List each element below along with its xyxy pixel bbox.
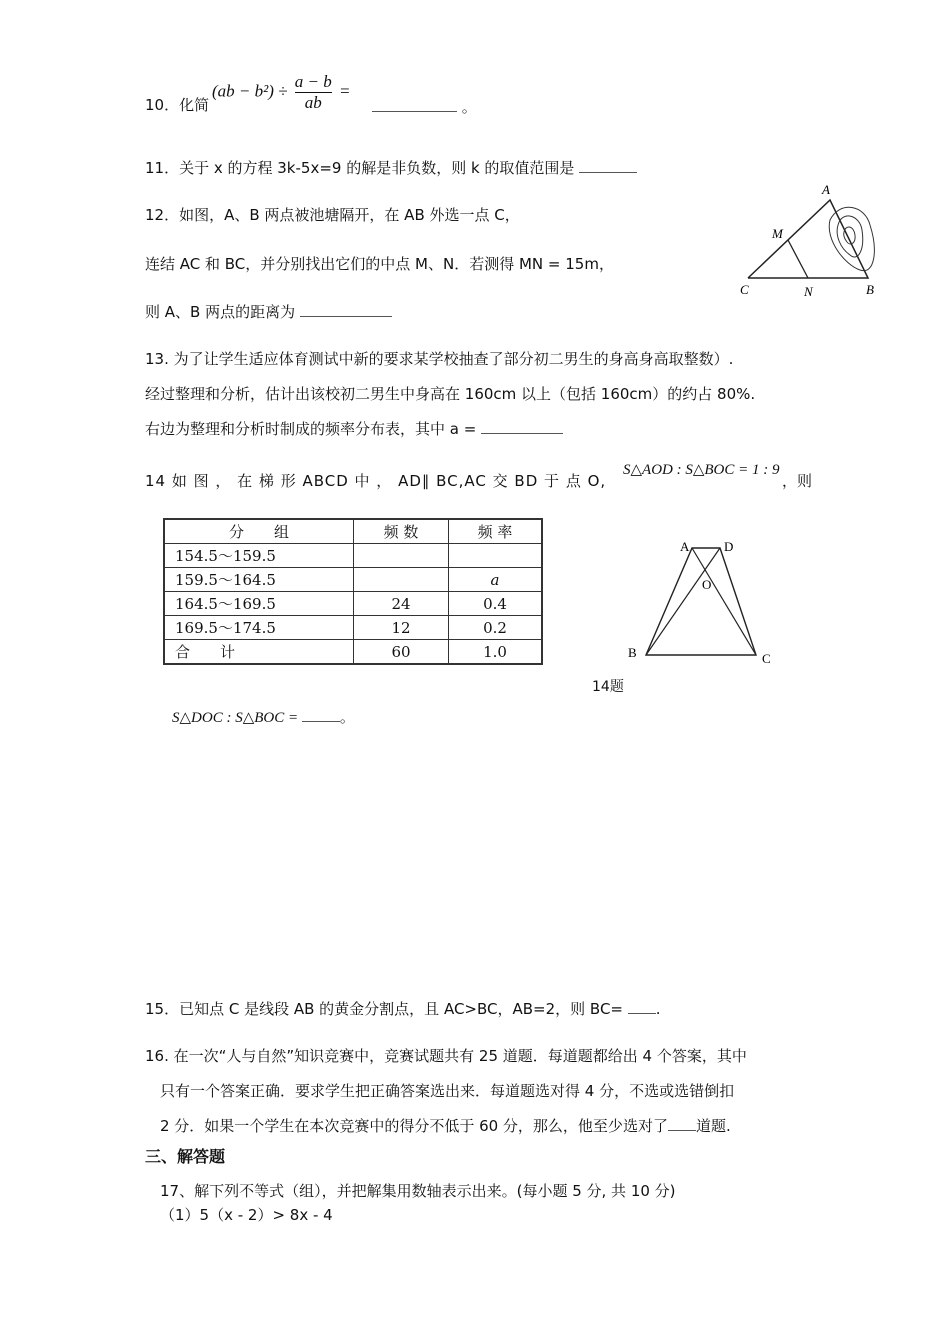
- cell: 24: [354, 592, 449, 616]
- table-row: [164, 568, 542, 592]
- q13-line3: [145, 418, 563, 439]
- q16-line2: 只有一个答案正确．要求学生把正确答案选出来．每道题选对得 4 分，不选或选错倒扣: [160, 1082, 735, 1100]
- q10-eq: =: [338, 81, 351, 101]
- q16-line3: [160, 1115, 731, 1136]
- label-b: B: [628, 645, 637, 660]
- cell: 合 计: [164, 640, 354, 665]
- label-m: M: [772, 226, 783, 241]
- figure-caption: 14题: [592, 679, 624, 695]
- table-header-row: [164, 519, 542, 544]
- q12-line3-text: 则 A、B 两点的距离为: [145, 303, 296, 321]
- table-row: [164, 592, 542, 616]
- cell: [449, 544, 543, 568]
- label-d: D: [724, 539, 734, 554]
- q14-answer: [172, 706, 355, 727]
- cell: a: [449, 568, 543, 592]
- cell: 1.0: [449, 640, 543, 665]
- label-b: B: [866, 282, 874, 297]
- cell: [354, 544, 449, 568]
- cell: 159.5～164.5: [164, 568, 354, 592]
- q13-line2: 经过整理和分析，估计出该校初二男生中身高在 160cm 以上（包括 160cm）的约占 80%.: [145, 385, 756, 403]
- q14-text: 14 如 图 ， 在 梯 形 ABCD 中 ， AD∥ BC,AC 交 BD 于 点 O,: [145, 472, 607, 490]
- header-frequency: 频 数: [354, 519, 449, 544]
- q12-line1: 12．如图，A、B 两点被池塘隔开，在 AB 外选一点 C，: [145, 206, 520, 224]
- q11-text: 11．关于 x 的方程 3k-5x=9 的解是非负数，则 k 的取值范围是: [145, 159, 575, 177]
- table-row: [164, 544, 542, 568]
- q12-line2: 连结 AC 和 BC，并分别找出它们的中点 M、N．若测得 MN = 15m，: [145, 255, 614, 273]
- q14-ratio: S△AOD : S△BOC = 1 : 9: [623, 462, 780, 478]
- pond-triangle-figure: [730, 180, 900, 300]
- q10-label: 10．化简: [145, 96, 210, 114]
- label-c: C: [740, 282, 749, 297]
- q17-line2: （1）5（x - 2）> 8x - 4: [160, 1206, 333, 1224]
- q14-end: 。: [339, 710, 355, 726]
- q15: [145, 998, 661, 1019]
- q13-line3-text: 右边为整理和分析时制成的频率分布表，其中 a =: [145, 420, 477, 438]
- cell: 12: [354, 616, 449, 640]
- q12-line3: [145, 301, 392, 322]
- cell: 169.5～174.5: [164, 616, 354, 640]
- q10-answer: [372, 96, 477, 117]
- cell: 0.2: [449, 616, 543, 640]
- q15-text: 15．已知点 C 是线段 AB 的黄金分割点，且 AC>BC，AB=2，则 BC=: [145, 1000, 623, 1018]
- cell: 164.5～169.5: [164, 592, 354, 616]
- label-a: A: [680, 539, 690, 554]
- trapezoid-figure: [620, 535, 790, 675]
- table-row: [164, 640, 542, 665]
- q10-numerator: a − b: [294, 72, 332, 91]
- frequency-table: [163, 518, 543, 665]
- table-row: [164, 616, 542, 640]
- q10-end: 。: [461, 98, 477, 116]
- q14-then: ，则: [782, 472, 813, 490]
- q14-answer-expr: S△DOC : S△BOC =: [172, 710, 299, 726]
- q10-denominator: ab: [304, 93, 322, 112]
- q10: [145, 94, 209, 115]
- cell: 154.5～159.5: [164, 544, 354, 568]
- label-n: N: [804, 284, 813, 299]
- q10-expr-left: (ab − b²) ÷: [212, 81, 288, 101]
- q10-expr: [212, 72, 350, 113]
- label-c: C: [762, 651, 771, 666]
- label-a: A: [822, 182, 830, 197]
- q13-line1: 13. 为了让学生适应体育测试中新的要求某学校抽查了部分初二男生的身高身高取整数）.: [145, 350, 734, 368]
- q11: [145, 157, 637, 178]
- q15-end: .: [655, 1000, 661, 1018]
- cell: [354, 568, 449, 592]
- label-o: O: [702, 577, 712, 592]
- q16-line1: 16. 在一次“人与自然”知识竞赛中，竞赛试题共有 25 道题．每道题都给出 4 个答案，其中: [145, 1047, 747, 1065]
- q16-line3a: 2 分．如果一个学生在本次竞赛中的得分不低于 60 分，那么，他至少选对了: [160, 1117, 668, 1135]
- header-group: 分 组: [164, 519, 354, 544]
- q17-line1: 17、解下列不等式（组），并把解集用数轴表示出来。(每小题 5 分, 共 10 分): [160, 1182, 676, 1200]
- cell: 0.4: [449, 592, 543, 616]
- section-heading: 三、解答题: [145, 1147, 226, 1166]
- cell: 60: [354, 640, 449, 665]
- header-rate: 频 率: [449, 519, 543, 544]
- q16-line3b: 道题.: [695, 1117, 731, 1135]
